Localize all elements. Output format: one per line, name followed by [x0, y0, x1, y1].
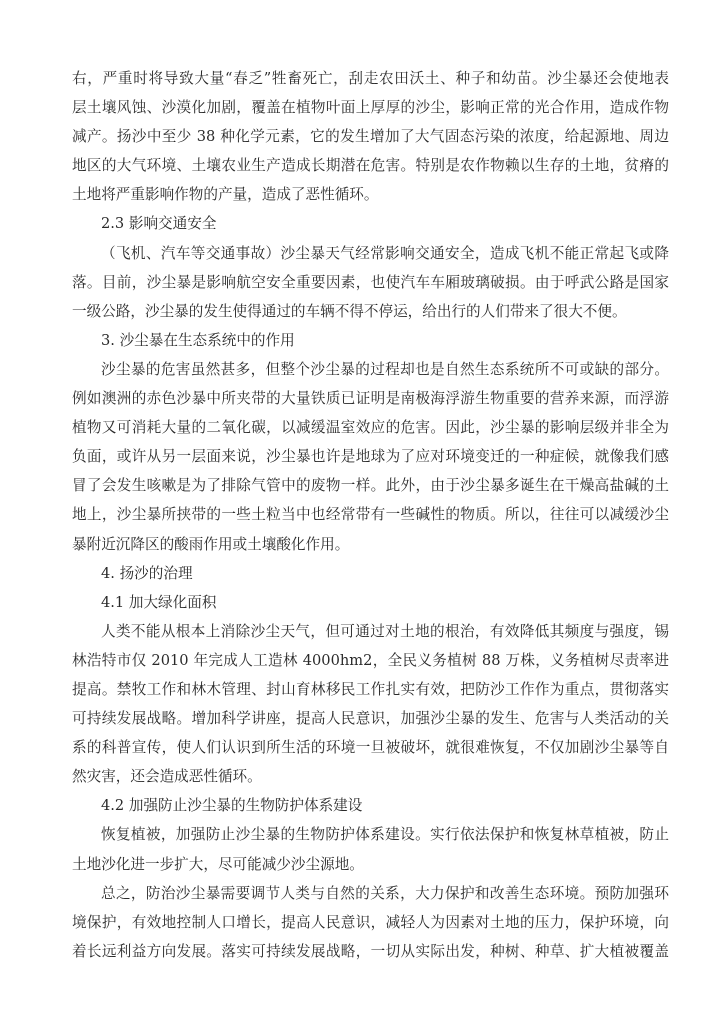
text-line: 冒了会发生咳嗽是为了排除气管中的废物一样。此外，由于沙尘暴多诞生在干燥高盐碱的土 — [72, 477, 669, 495]
text-line: 一级公路，沙尘暴的发生使得通过的车辆不得不停运，给出行的人们带来了很大不便。 — [72, 302, 627, 320]
text-line: 总之，防治沙尘暴需要调节人类与自然的关系，大力保护和改善生态环境。预防加强环 — [101, 884, 669, 902]
text-line: 然灾害，还会造成恶性循环。 — [72, 768, 262, 786]
section-heading: 4.1 加大绿化面积 — [101, 593, 217, 611]
text-line: 林浩特市仅 2010 年完成人工造林 4000hm2，全民义务植树 88 万株，义务植树尽责率进 — [72, 651, 669, 669]
text-line: 土地沙化进一步扩大，尽可能减少沙尘源地。 — [72, 855, 364, 873]
text-line: 地区的大气环境、土壤农业生产造成长期潜在危害。特别是农作物赖以生存的土地，贫瘠的 — [72, 157, 669, 175]
text-line: 着长远利益方向发展。落实可持续发展战略，一切从实际出发，种树、种草、扩大植被覆盖 — [72, 942, 669, 960]
text-line: 暴附近沉降区的酸雨作用或土壤酸化作用。 — [72, 535, 350, 553]
text-line: 提高。禁牧工作和林木管理、封山育林移民工作扎实有效，把防沙工作作为重点，贯彻落实 — [72, 680, 669, 698]
text-line: 右，严重时将导致大量“春乏”牲畜死亡，刮走农田沃土、种子和幼苗。沙尘暴还会使地表 — [72, 70, 669, 87]
text-line: 减产。扬沙中至少 38 种化学元素，它的发生增加了大气固态污染的浓度，给起源地、周边 — [72, 128, 669, 146]
text-line: 土地将严重影响作物的产量，造成了恶性循环。 — [72, 186, 379, 204]
text-line: 可持续发展战略。增加科学讲座，提高人民意识，加强沙尘暴的发生、危害与人类活动的关 — [72, 710, 669, 728]
text-line: 境保护，有效地控制人口增长，提高人民意识，减轻人为因素对土地的压力，保护环境，向 — [72, 913, 669, 931]
text-line: 恢复植被，加强防止沙尘暴的生物防护体系建设。实行依法保护和恢复林草植被，防止 — [101, 826, 669, 844]
text-line: 人类不能从根本上消除沙尘天气，但可通过对土地的根治，有效降低其频度与强度，锡 — [101, 622, 669, 640]
text-line: 植物又可消耗大量的二氧化碳，以减缓温室效应的危害。因此，沙尘暴的影响层级并非全为 — [72, 419, 669, 437]
text-line: 负面，或许从另一层面来说，沙尘暴也许是地球为了应对环境变迁的一种症候，就像我们感 — [72, 448, 669, 466]
section-heading: 2.3 影响交通安全 — [101, 215, 217, 233]
text-line: 地上，沙尘暴所挟带的一些土粒当中也经常带有一些碱性的物质。所以，往往可以减缓沙尘 — [72, 506, 669, 524]
text-line: （飞机、汽车等交通事故）沙尘暴天气经常影响交通安全，造成飞机不能正常起飞或降 — [101, 244, 669, 262]
text-line: 沙尘暴的危害虽然甚多，但整个沙尘暴的过程却也是自然生态系统所不可或缺的部分。 — [101, 360, 669, 378]
text-line: 例如澳洲的赤色沙暴中所夹带的大量铁质已证明是南极海浮游生物重要的营养来源，而浮游 — [72, 390, 669, 408]
text-line: 落。目前，沙尘暴是影响航空安全重要因素，也使汽车车厢玻璃破损。由于呼武公路是国家 — [72, 273, 669, 291]
section-heading: 4.2 加强防止沙尘暴的生物防护体系建设 — [101, 797, 363, 815]
section-heading: 3. 沙尘暴在生态系统中的作用 — [101, 331, 295, 349]
text-line: 层土壤风蚀、沙漠化加剧，覆盖在植物叶面上厚厚的沙尘，影响正常的光合作用，造成作物 — [72, 99, 669, 117]
document-page — [72, 64, 669, 966]
text-line: 系的科普宣传，使人们认识到所生活的环境一旦被破坏，就很难恢复，不仅加剧沙尘暴等自 — [72, 739, 669, 757]
section-heading: 4. 扬沙的治理 — [101, 564, 193, 582]
